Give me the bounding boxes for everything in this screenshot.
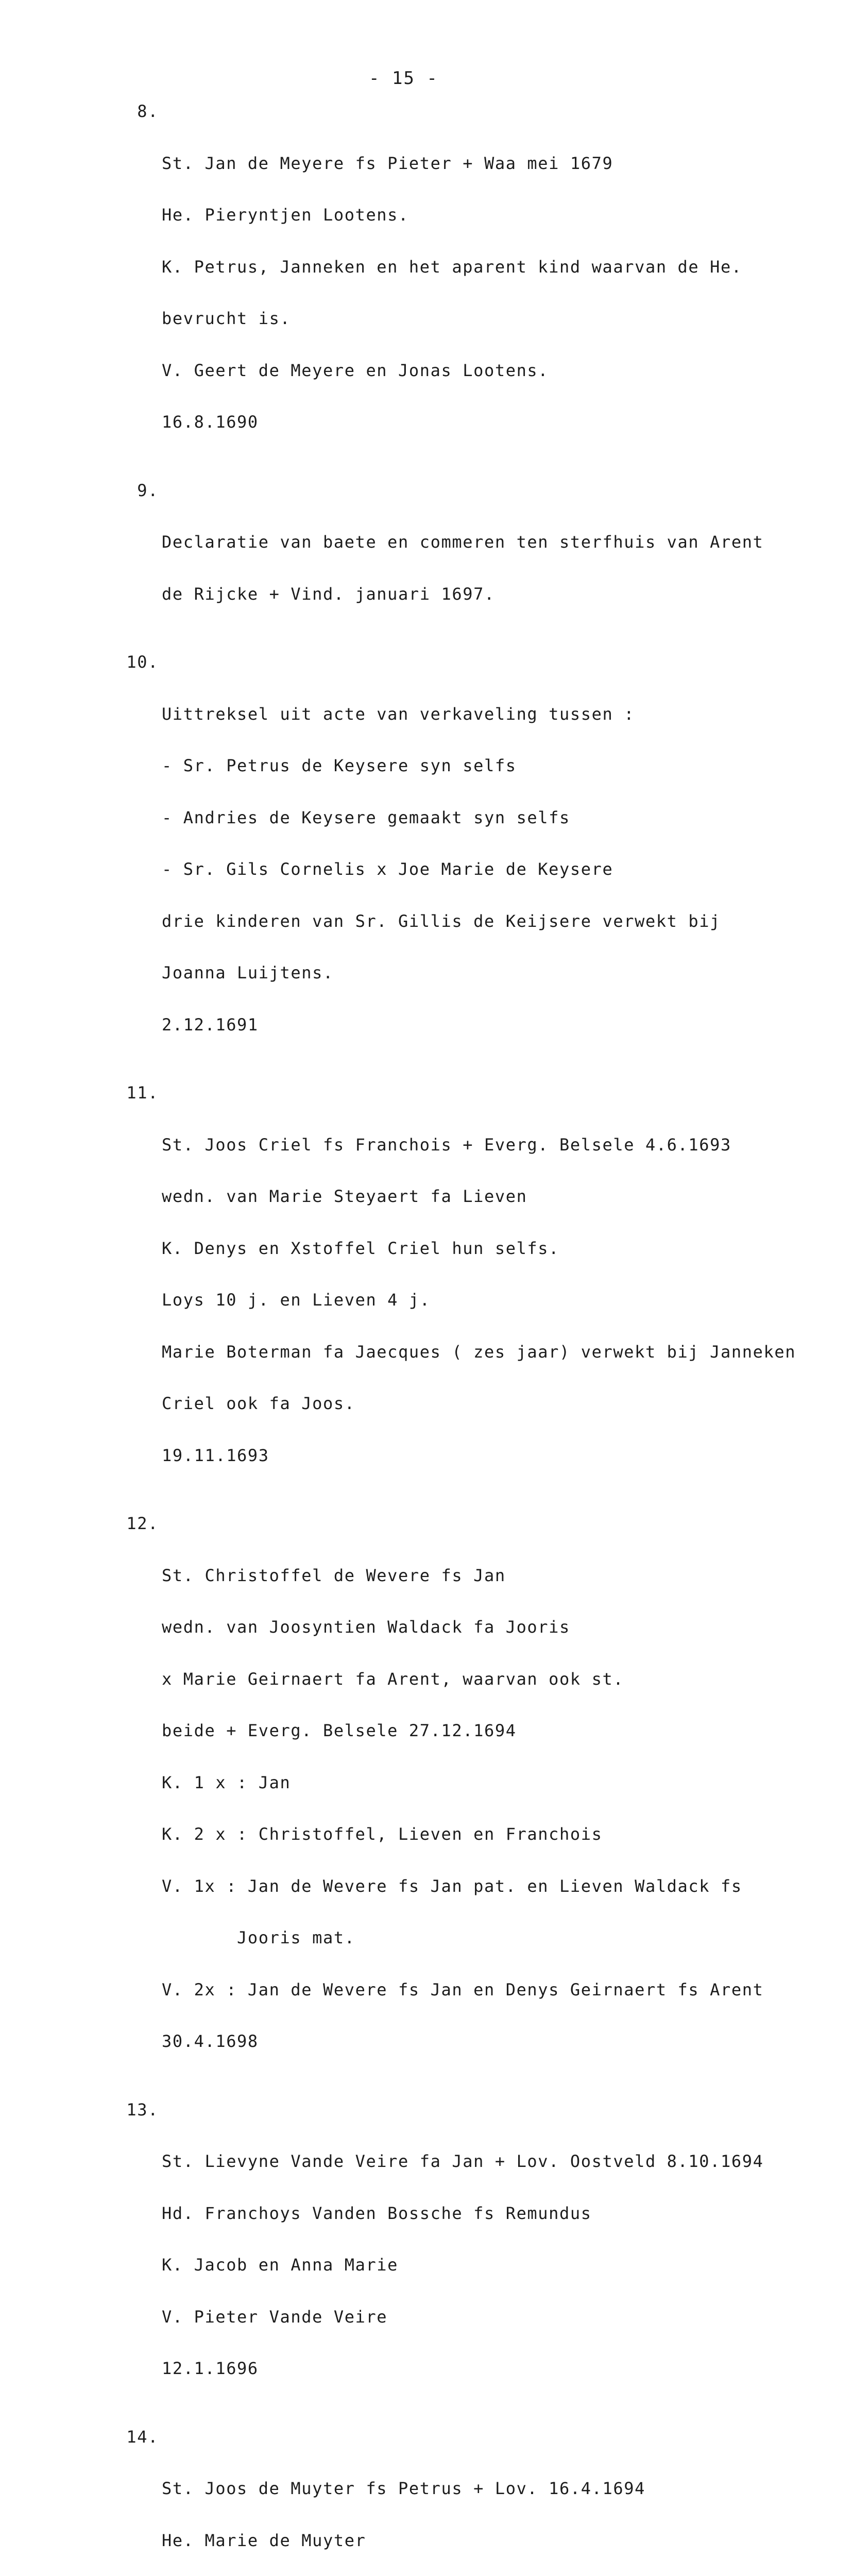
entry-11 <box>118 1084 809 1499</box>
entry-line: bevrucht is. <box>162 310 809 328</box>
entry-line: K. 1 x : Jan <box>162 1774 809 1792</box>
entry-line: 16.8.1690 <box>162 414 809 431</box>
entry-13 <box>118 2102 809 2412</box>
entry-line: x Marie Geirnaert fa Arent, waarvan ook st. <box>162 1671 809 1688</box>
entry-line: wedn. van Joosyntien Waldack fa Jooris <box>162 1619 809 1636</box>
entry-line: St. Joos de Muyter fs Petrus + Lov. 16.4.1694 <box>162 2480 809 2498</box>
entry-line: - Sr. Petrus de Keysere syn selfs <box>162 757 809 775</box>
entry-line: Declaratie van baete en commeren ten sterfhuis van Arent <box>162 534 809 551</box>
entry-line: K. Jacob en Anna Marie <box>162 2257 809 2274</box>
entry-line: St. Christoffel de Wevere fs Jan <box>162 1567 809 1585</box>
entry-line: Jooris mat. <box>162 1929 809 1947</box>
entry-list <box>118 103 809 2576</box>
entry-line: St. Jan de Meyere fs Pieter + Waa mei 1679 <box>162 155 809 173</box>
entry-line: K. Denys en Xstoffel Criel hun selfs. <box>162 1240 809 1258</box>
entry-line: Marie Boterman fa Jaecques ( zes jaar) verwekt bij Janneken <box>162 1344 809 1361</box>
entry-line: 30.4.1698 <box>162 2033 809 2050</box>
entry-9 <box>118 482 809 638</box>
entry-line: V. 1x : Jan de Wevere fs Jan pat. en Lieven Waldack fs <box>162 1878 809 1895</box>
entry-line: drie kinderen van Sr. Gillis de Keijsere verwekt bij <box>162 913 809 930</box>
entry-number: 11. <box>118 1084 159 1102</box>
entry-line: St. Joos Criel fs Franchois + Everg. Belsele 4.6.1693 <box>162 1137 809 1154</box>
entry-line: wedn. van Marie Steyaert fa Lieven <box>162 1188 809 1206</box>
entry-line: Loys 10 j. en Lieven 4 j. <box>162 1292 809 1309</box>
entry-line: 12.1.1696 <box>162 2360 809 2378</box>
entry-line: V. Pieter Vande Veire <box>162 2309 809 2326</box>
entry-line: 2.12.1691 <box>162 1016 809 1034</box>
entry-number: 12. <box>118 1515 159 1533</box>
entry-line: - Andries de Keysere gemaakt syn selfs <box>162 809 809 827</box>
entry-line: - Sr. Gils Cornelis x Joe Marie de Keysere <box>162 861 809 878</box>
entry-line: 19.11.1693 <box>162 1447 809 1465</box>
entry-8 <box>118 103 809 466</box>
entry-line: K. 2 x : Christoffel, Lieven en Franchois <box>162 1826 809 1843</box>
entry-10 <box>118 654 809 1068</box>
entry-line: de Rijcke + Vind. januari 1697. <box>162 586 809 603</box>
entry-line: He. Marie de Muyter <box>162 2532 809 2550</box>
entry-number: 9. <box>118 482 159 500</box>
entry-line: beide + Everg. Belsele 27.12.1694 <box>162 1722 809 1740</box>
entry-line: He. Pieryntjen Lootens. <box>162 207 809 224</box>
entry-14 <box>118 2429 809 2576</box>
entry-line: V. Geert de Meyere en Jonas Lootens. <box>162 362 809 380</box>
entry-line: V. 2x : Jan de Wevere fs Jan en Denys Geirnaert fs Arent <box>162 1981 809 1999</box>
entry-line: Hd. Franchoys Vanden Bossche fs Remundus <box>162 2205 809 2223</box>
entry-line: Joanna Luijtens. <box>162 964 809 982</box>
entry-line: Uittreksel uit acte van verkaveling tussen : <box>162 706 809 723</box>
entry-number: 13. <box>118 2102 159 2119</box>
entry-line: Criel ook fa Joos. <box>162 1395 809 1413</box>
entry-line: St. Lievyne Vande Veire fa Jan + Lov. Oostveld 8.10.1694 <box>162 2153 809 2171</box>
entry-number: 8. <box>118 103 159 121</box>
entry-line: K. Petrus, Janneken en het aparent kind waarvan de He. <box>162 259 809 276</box>
entry-number: 10. <box>118 654 159 671</box>
entry-12 <box>118 1515 809 2085</box>
entry-number: 14. <box>118 2429 159 2446</box>
page-number: - 15 - <box>369 68 438 89</box>
